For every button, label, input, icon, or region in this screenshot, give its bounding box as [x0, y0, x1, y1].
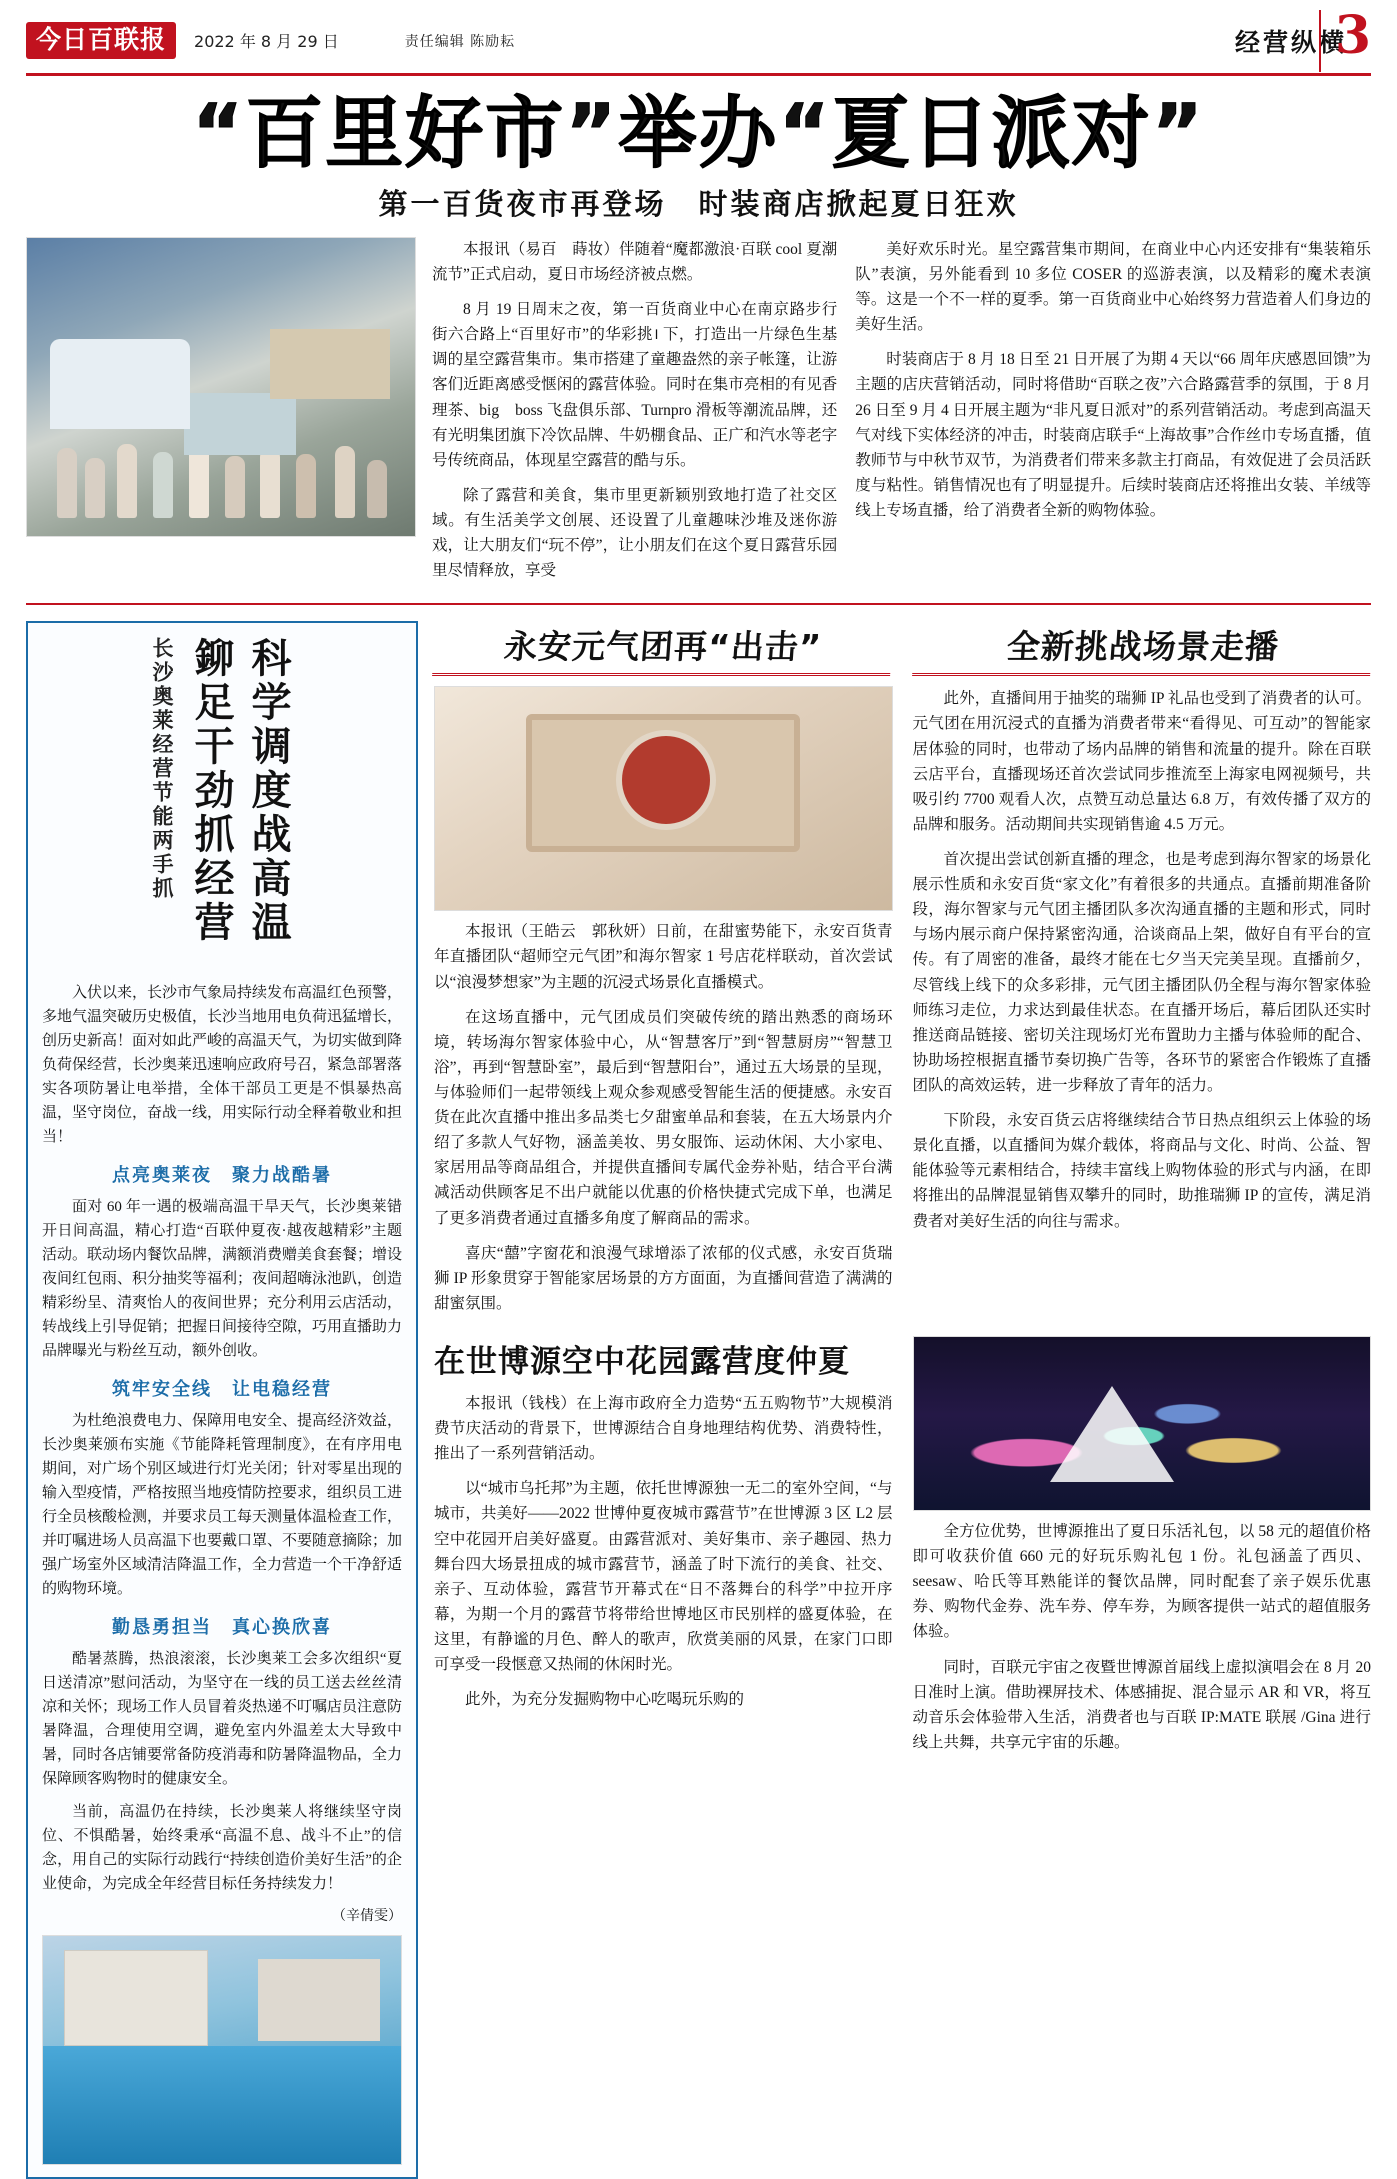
banner-titles: [434, 621, 1371, 676]
top-article-block: [26, 237, 1371, 593]
paragraph: 为杜绝浪费电力、保障用电安全、提高经济效益，长沙奥莱颁布实施《节能降耗管理制度》，在有序用电期间，对广场个别区域进行灯光关闭；针对零星出现的输入型疫情，严格按照当地疫情防控要求，组织员工进行全员核酸检测，并要求员工每天测量体温检查工作，并叮嘱进场人员高温下也要戴口罩、不要随意摘除；加强广场室外区域清洁降温工作，全力营造一个干净舒适的购物环境。: [42, 1413, 403, 1598]
pool-photo: [42, 1935, 402, 2165]
paragraph: 本报讯（王皓云 郭秋妍）日前，在甜蜜势能下，永安百货青年直播团队“超师空元气团”和海尔智家 1 号店花样联动，首次尝试以“浪漫梦想家”为主题的沉浸式场景化直播模式。: [434, 923, 893, 991]
bottom-article-title: 在世博源空中花园露营度仲夏: [434, 1343, 850, 1380]
left-feature-panel: [26, 621, 418, 2179]
paragraph: 本报讯（钱栈）在上海市政府全力造势“五五购物节”大规模消费节庆活动的背景下，世博源结合自身地理结构优势、消费特性，推出了一系列营销活动。: [434, 1394, 893, 1463]
bottom-article: [434, 1336, 1371, 1765]
subsection-title: 勤恳勇担当 真心换欣喜: [112, 1617, 332, 1639]
vertical-title-wrap: [42, 637, 402, 967]
paragraph: 除了露营和美食，集市里更新颖别致地打造了社交区域。有生活美学文创展、还设置了儿童趣味沙堆及迷你游戏，让大朋友们“玩不停”，让小朋友们在这个夏日露营乐园里尽情释放，享受: [432, 486, 838, 580]
subsection-title: 筑牢安全线 让电稳经营: [112, 1379, 332, 1401]
right-feature-panel: [434, 621, 1371, 2179]
left-panel-subtitle: 长沙奥莱经营节能两手抓: [150, 637, 174, 902]
paragraph: 喜庆“囍”字窗花和浪漫气球增添了浓郁的仪式感，永安百货瑞狮 IP 形象贯穿于智能家居场景的方方面面，为直播间营造了满满的甜蜜氛围。: [434, 1244, 893, 1312]
page-title: “百里好市”举办“夏日派对”: [191, 89, 1206, 179]
publication-date: 2022 年 8 月 29 日: [194, 32, 339, 51]
paragraph: 同时，百联元宇宙之夜暨世博源首届线上虚拟演唱会在 8 月 20 日准时上演。借助裸屏技术、体感捕捉、混合显示 AR 和 VR，将互动音乐会体验带入生活，消费者也与百联 IP:MATE 联展 /Gina 进行线上共舞，共享元宇宙的乐趣。: [912, 1658, 1371, 1751]
middle-block: [26, 621, 1371, 2179]
page-number: 3: [1319, 10, 1371, 72]
page-subtitle: 第一百货夜市再登场 时装商店掀起夏日狂欢: [378, 186, 1019, 221]
paragraph: 在这场直播中，元气团成员们突破传统的踏出熟悉的商场环境，转场海尔智家体验中心，从“智慧客厅”到“智慧厨房”“智慧卫浴”，再到“智慧卧室”，最后到“智慧阳台”，通过五大场景的呈现，与体验师们一起带领线上观众参观感受智能生活的便捷感。永安百货在此次直播中推出多品类七夕甜蜜单品和套装，在五大场景内介绍了多款人气好物，涵盖美妆、男女服饰、运动休闲、大小家电、家居用品等商品组合，并提供直播间专属代金券补贴，结合平台满减活动供顾客足不出户就能以优惠的价格快捷式完成下单，也满足了更多消费者通过直播多角度了解商品的需求。: [434, 1008, 893, 1227]
right-panel-columns: [434, 686, 1371, 1326]
banner-title-2: 全新挑战场景走播: [912, 621, 1373, 676]
paragraph: 美好欢乐时光。星空露营集市期间，在商业中心内还安排有“集装箱乐队”表演，另外能看到 10 多位 COSER 的巡游表演，以及精彩的魔术表演等。这是一个不一样的夏季。第一百货商业中心始终努力营造着人们身边的美好生活。: [855, 240, 1371, 334]
paragraph: 以“城市乌托邦”为主题，依托世博源独一无二的室外空间，“与城市，共美好——2022 世博仲夏夜城市露营节”在世博源 3 区 L2 层空中花园开启美好盛夏。由露营派对、美好集市、亲子趣园、热力舞台四大场景扭成的城市露营节，涵盖了时下流行的美食、社交、亲子、互动体验，露营节开幕式在“日不落舞台的科学”中拉开序幕，为期一个月的露营节将带给世博地区市民别样的盛夏体验，在这里，有静谧的月色、醉人的歌声，欣赏美丽的风景，在家门口即可享受一段惬意又热闹的休闲时光。: [434, 1480, 893, 1674]
paragraph: 下阶段，永安百货云店将继续结合节日热点组织云上体验的场景化直播，以直播间为媒介载体，将商品与文化、时尚、公益、智能体验等元素相结合，持续丰富线上购物体验的形式与内涵，在即将推出的品牌混显销售双攀升的同时，助推瑞狮 IP 的宣传，满足消费者对美好生活的向往与需求。: [912, 1112, 1371, 1230]
paragraph: 面对 60 年一遇的极端高温干旱天气，长沙奥莱错开日间高温，精心打造“百联仲夏夜·越夜越精彩”主题活动。联动场内餐饮品牌，满额消费赠美食套餐；增设夜间红包雨、积分抽奖等福利；夜间超嗨泳池趴，创造精彩纷呈、清爽怡人的夜间世界；充分利用云店活动，转战线上引导促销；把握日间接待空隙，巧用直播助力品牌曝光与粉丝互动，额外创收。: [42, 1199, 403, 1360]
paragraph: 全方位优势，世博源推出了夏日乐活礼包，以 58 元的超值价格即可收获价值 660 元的好玩乐购礼包 1 份。礼包涵盖了西贝、seesaw、哈氏等耳熟能详的餐饮品牌，同时配套了亲子娱乐优惠券、购物代金券、洗车券、停车券，为顾客提供一站式的超值服务体验。: [912, 1522, 1371, 1641]
bottom-col-2: [913, 1519, 1372, 1755]
banner-title-1: 永安元气团再“出击”: [432, 621, 893, 676]
night-garden-photo: [913, 1336, 1372, 1511]
masthead: [26, 5, 1371, 76]
paragraph: 此外，直播间用于抽奖的瑞狮 IP 礼品也受到了消费者的认可。元气团在用沉浸式的直播为消费者带来“看得见、可互动”的智能家居体验的同时，也带动了场内品牌的销售和流量的提升。除在百联云店平台，直播现场还首次尝试同步推流至上海家电网视频号，共吸引约 7700 观看人次，点赞互动总量达 6.8 万，有效传播了双方的品牌和服务。活动期间共实现销售逾 4.5 万元。: [912, 690, 1371, 833]
lead-photo: [26, 237, 416, 537]
top-article-col-1: [432, 237, 837, 593]
livestream-photo: [434, 686, 893, 911]
paragraph: 当前，高温仍在持续，长沙奥莱人将继续坚守岗位、不惧酷暑，始终秉承“高温不息、战斗不止”的信念，用自己的实际行动践行“持续创造价美好生活”的企业使命，为完成全年经营目标任务持续发力！: [42, 1804, 402, 1893]
newspaper-logo: 今日百联报: [26, 22, 176, 59]
bottom-col-1: [434, 1391, 893, 1712]
left-panel-title: 科学调度战高温 鉚足干劲抓经营: [188, 637, 291, 946]
paragraph: 入伏以来，长沙市气象局持续发布高温红色预警，多地气温突破历史极值，长沙当地用电负荷迅猛增长，创历史新高！面对如此严峻的高温天气，为切实做到降负荷保经营，长沙奥莱迅速响应政府号召，紧急部署落实各项防暑让电举措，全体干部员工更是不惧暴热高温，坚守岗位，奋战一线，用实际行动全释着敬业和担当！: [42, 985, 403, 1146]
paragraph: 酷暑蒸腾，热浪滚滚，长沙奥莱工会多次组织“夏日送清凉”慰问活动，为坚守在一线的员工送去丝丝清凉和关怀；现场工作人员冒着炎热递不叮嘱店员注意防暑降温，合理使用空调，避免室内外温差太大导致中暑，同时各店铺要常备防疫消毒和防暑降温物品，全力保障顾客购物时的健康安全。: [42, 1651, 403, 1788]
paragraph: 8 月 19 日周末之夜，第一百货商业中心在南京路步行街六合路上“百里好市”的华彩挑। 下，打造出一片绿色生基调的星空露营集市。集市搭建了童趣盎然的亲子帐篷，让游客们近距离感受惬闲的露营体验。同时在集市亮相的有见香理茶、big boss 飞盘俱乐部、Turnpro 滑板等潮流品牌，还有光明集团旗下冷饮品牌、牛奶棚食品、正广和汽水等老字号传统商品，体现星空露营的酷与乐。: [432, 301, 838, 469]
section-title: 经营纵横: [1234, 27, 1347, 57]
divider: [26, 603, 1371, 605]
paragraph: 此外，为充分发掘购物中心吃喝玩乐购的: [465, 1691, 745, 1709]
responsible-editor: 责任编辑 陈励耘: [404, 33, 516, 50]
top-article-columns: [432, 237, 1371, 593]
subsection-title: 点亮奥莱夜 聚力战酷暑: [112, 1165, 332, 1187]
paragraph: 首次提出尝试创新直播的理念，也是考虑到海尔智家的场景化展示性质和永安百货“家文化”有着很多的共通点。直播前期准备阶段，海尔智家与元气团主播团队多次沟通直播的主题和形式，同时与场内展示商户保持紧密沟通，洽谈商品上架，做好自有平台的宣传。有了周密的准备，最终才能在七夕当天完美呈现。直播前夕，尽管线上线下的众多彩排，元气团主播团队仍全程与海尔智家体验师练习走位，力求达到最佳状态。在直播开场后，幕后团队还实时推送商品链接、密切关注现场灯光布置助力主播与体验师的配合、协助场控根据直播节奏切换广告等，各环节的紧密合作锻炼了直播团队的高效运转，进一步释放了青年的活力。: [912, 850, 1371, 1094]
byline-signature: （辛倩雯）: [332, 1909, 402, 1925]
photo-figures: [43, 417, 400, 518]
paragraph: 本报讯（易百 蒔妆）伴随着“魔都激浪·百联 cool 夏潮流节”正式启动，夏日市场经济被点燃。: [432, 240, 838, 283]
right-col-1: [434, 686, 893, 1326]
right-col-2: [913, 686, 1372, 1326]
top-article-col-2: [855, 237, 1371, 593]
paragraph: 时装商店于 8 月 18 日至 21 日开展了为期 4 天以“66 周年庆感恩回馈”为主题的店庆营销活动，同时将借助“百联之夜”六合路露营季的氛围，于 8 月 26 日至 9 月 4 日开展主题为“非凡夏日派对”的系列营销活动。考虑到高温天气对线下实体经济的冲击，时装商店联手“上海故事”合作丝巾专场直播，值教师节与中秋节双节，为消费者们带来多款主打商品，有效促进了会员活跃度与粘性。销售情况也有了明显提升。后续时装商店还将推出女装、羊绒等线上专场直播，给了消费者全新的购物体验。: [855, 351, 1371, 519]
